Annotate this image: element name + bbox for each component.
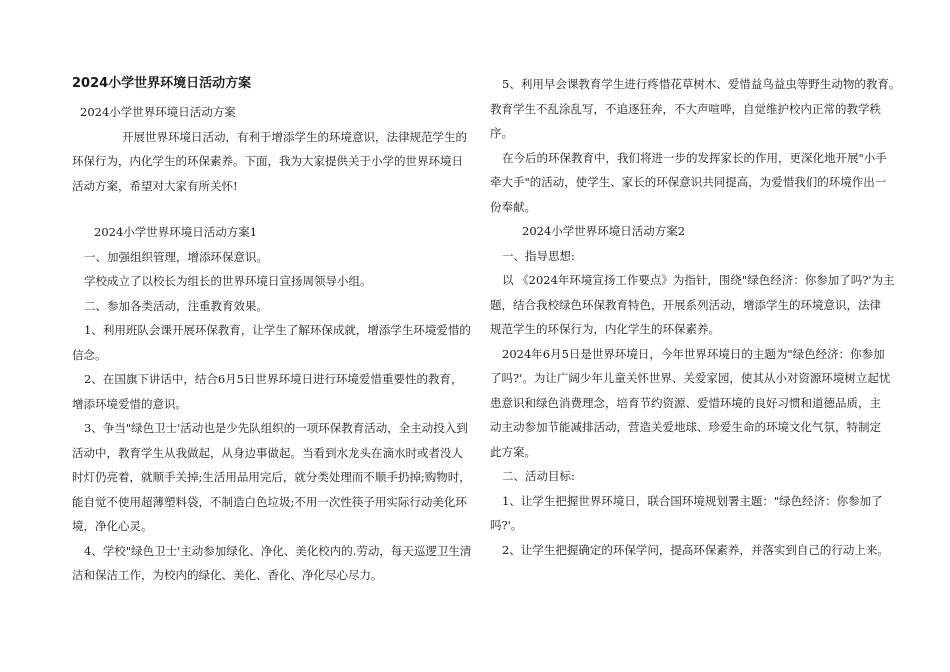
text-line: 学校成立了以校长为组长的世界环境日宣扬周领导小组。 [84,274,372,288]
text-line: 规范学生的环保行为，内化学生的环保素养。 [490,322,720,336]
text-line: 一、加强组织管理，增添环保意识。 [84,249,268,264]
text-line: 在今后的环保教育中，我们将进一步的发挥家长的作用，更深化地开展"小手 [502,150,887,165]
text-line: 能自觉不使用超薄塑料袋，不制造白色垃圾;不用一次性筷子用实际行动美化环 [72,494,467,509]
text-line: 教育学生不乱涂乱写，不追逐狂奔，不大声喧哗，自觉维护校内正常的教学秩 [490,101,881,116]
text-line: 2024年6月5日是世界环境日，今年世界环境日的主题为"绿色经济：你参加 [502,346,885,361]
text-line: 了吗?'。为让广阔少年儿童关怀世界、关爱家园，使其从小对资源环境树立起忧 [490,371,891,385]
section-heading: 2024小学世界环境日活动方案2 [522,224,686,238]
text-line: 一、指导思想: [502,248,575,263]
text-line: 题，结合我校绿色环保教育特色，开展系列活动，增添学生的环境意识，法律 [490,297,881,312]
text-line: 5、利用早会课教育学生进行疼惜花草树木、爱惜益鸟益虫等野生动物的教育。 [502,77,901,91]
text-line: 洁和保洁工作，为校内的绿化、美化、香化、净化尽心尽力。 [72,568,383,582]
text-line: 信念。 [72,347,107,362]
text-line: 份奉献。 [490,199,536,214]
text-line: 2、让学生把握确定的环保学问，提高环保素养，并落实到自己的行动上来。 [502,542,889,557]
text-line: 境，净化心灵。 [72,519,153,533]
section-heading: 2024小学世界环境日活动方案1 [94,225,258,239]
text-line: 吗?'。 [490,518,523,532]
text-line: 增添环境爱惜的意识。 [72,396,187,411]
text-line: 以 《2024年环境宣扬工作要点》为指针，围绕"绿色经济：你参加了吗?'为主 [502,273,895,287]
paragraph-gap [72,198,462,220]
text-line: 环保行为，内化学生的环保素养。下面，我为大家提供关于小学的世界环境日 [72,154,463,168]
text-line: 2024小学世界环境日活动方案 [80,105,236,119]
text-line: 二、活动目标: [502,469,575,483]
text-line: 序。 [490,126,513,140]
right-column [490,72,901,562]
text-line: 牵大手"的活动，使学生、家长的环保意识共同提高，为爱惜我们的环境作出一 [490,175,887,189]
text-line: 4、学校"绿色卫士'主动参加绿化、净化、美化校内的.劳动，每天巡逻卫生清 [84,543,472,558]
text-line: 二、参加各类活动，注重教育效果。 [84,298,268,313]
text-line: 2、在国旗下讲话中，结合6月5日世界环境日进行环境爱惜重要性的教育， [84,372,463,386]
text-line: 动主动参加节能减排活动，营造关爱地球、珍爱生命的环境文化气氛，特制定 [490,420,881,434]
text-line: 1、利用班队会课开展环保教育，让学生了解环保成就，增添学生环境爱惜的 [84,323,471,337]
text-line: 活动中，教育学生从我做起，从身边事做起。当看到水龙头在滴水时或者没人 [72,445,463,460]
left-column [72,100,472,588]
text-line: 患意识和绿色消费理念，培育节约资源、爱惜环境的良好习惯和道德品质，主 [490,395,881,410]
document-title: 2024小学世界环境日活动方案 [72,76,252,91]
text-line: 开展世界环境日活动，有利于增添学生的环境意识，法律规范学生的 [122,129,467,144]
text-line: 此方案。 [490,444,536,459]
text-line: 1、让学生把握世界环境日，联合国环境规划署主题："绿色经济：你参加了 [502,493,883,508]
text-line: 时灯仍亮着，就顺手关掉;生活用品用完后，就分类处理而不顺手扔掉;购物时， [72,470,471,484]
text-line: 活动方案，希望对大家有所关怀! [72,178,238,193]
text-line: 3、争当"绿色卫士'活动也是少先队组织的一项环保教育活动，全主动投入到 [84,421,468,435]
